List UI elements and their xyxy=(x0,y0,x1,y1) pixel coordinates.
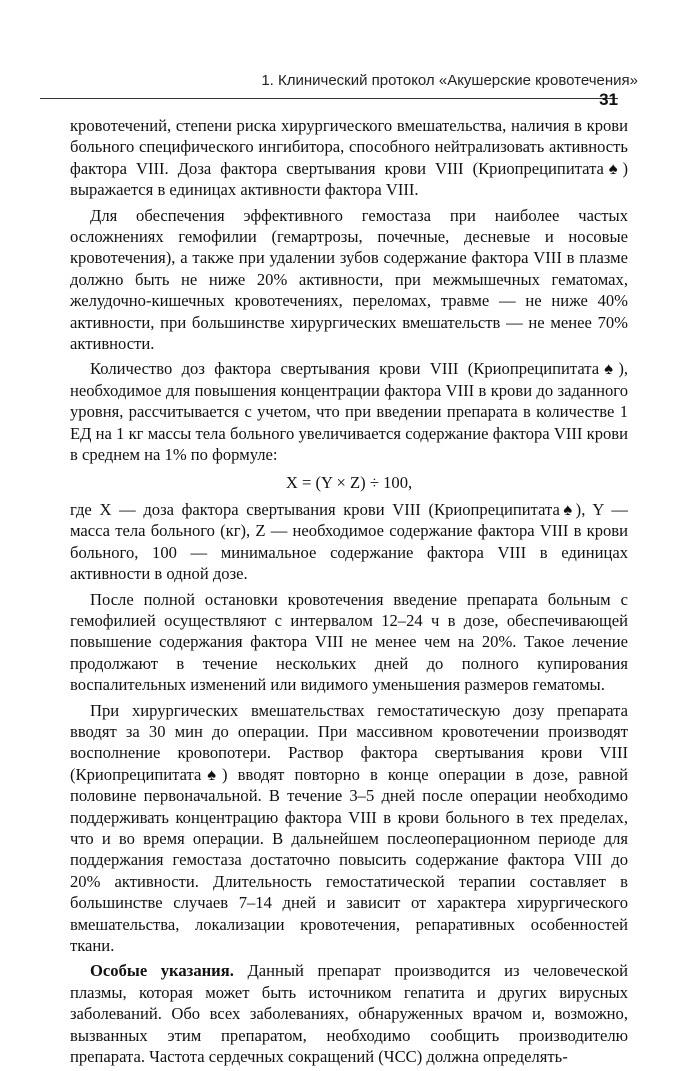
paragraph: Для обеспечения эффективного гемостаза при наиболее частых осложнениях гемофилии (гемартрозы, почечные, десневые и носовые кровотечения), а также при удалении зубов содержание фактора VIII в плазме должно быть не ниже 20% активности, при межмышечных гематомах, желудочно-кишечных кровотечениях, переломах, травме — не ниже 40% активности, при большинстве хирургических вмешательств — не менее 70% активности. xyxy=(70,205,628,354)
page-number: 31 xyxy=(599,90,618,109)
special-notes-heading: Особые указания. xyxy=(90,961,234,981)
paragraph: При хирургических вмешательствах гемостатическую дозу препарата вводят за 30 мин до операции. При массивном кровотечении производят восполнение кровопотери. Раствор фактора свертывания крови VIII (Криопреципитата♠) вводят повторно в конце операции в дозе, равной половине первоначальной. В течение 3–5 дней после операции необходимо поддерживать концентрацию фактора VIII в крови больного в тех пределах, что и во время операции. В дальнейшем послеоперационном периоде для поддержания гемостаза достаточно повысить содержание фактора VIII до 20% активности. Длительность гемостатической терапии составляет в большинстве случаев 7–14 дней и зависит от характера хирургического вмешательства, локализации кровотечения, репаративных особенностей ткани. xyxy=(70,700,628,956)
paragraph: Количество доз фактора свертывания крови VIII (Криопреципитата♠), необходимое для повышения концентрации фактора VIII в крови до заданного уровня, рассчитывается с учетом, что при введении препарата в количестве 1 ЕД на 1 кг массы тела больного увеличивается содержание фактора VIII крови в среднем на 1% по формуле: xyxy=(70,359,628,465)
paragraph: кровотечений, степени риска хирургического вмешательства, наличия в крови больного специфического ингибитора, способного нейтрализовать активность фактора VIII. Доза фактора свертывания крови VIII (Криопреципитата♠) выражается в единицах активности фактора VIII. xyxy=(70,116,628,200)
paragraph: где X — доза фактора свертывания крови VIII (Криопреципитата♠), Y — масса тела больного (кг), Z — необходимое содержание фактора VIII в крови больного, 100 — минимальное содержание фактора VIII в единицах активности в одной дозе. xyxy=(70,499,628,584)
paragraph: После полной остановки кровотечения введение препарата больным с гемофилией осуществляют с интервалом 12–24 ч в дозе, обеспечивающей повышение содержания фактора VIII не менее чем на 20%. Такое лечение продолжают в течение нескольких дней до полного купирования воспалительных изменений или видимого уменьшения размеров гематомы. xyxy=(70,589,628,695)
body-text xyxy=(70,115,628,1071)
paragraph-special-notes xyxy=(70,960,628,1067)
special-notes-text: Данный препарат производится из человеческой плазмы, которая может быть источником гепатита и других вирусных заболеваний. Обо всех заболеваниях, обнаруженных врачом и, возможно, вызванных этим препаратом, необходимо сообщить производителю препарата. Частота сердечных сокращений (ЧСС) должна определять- xyxy=(70,961,628,1067)
running-header: 1. Клинический протокол «Акушерские кровотечения» xyxy=(261,72,638,89)
formula: X = (Y × Z) ÷ 100, xyxy=(285,472,413,492)
header-rule xyxy=(40,98,618,99)
